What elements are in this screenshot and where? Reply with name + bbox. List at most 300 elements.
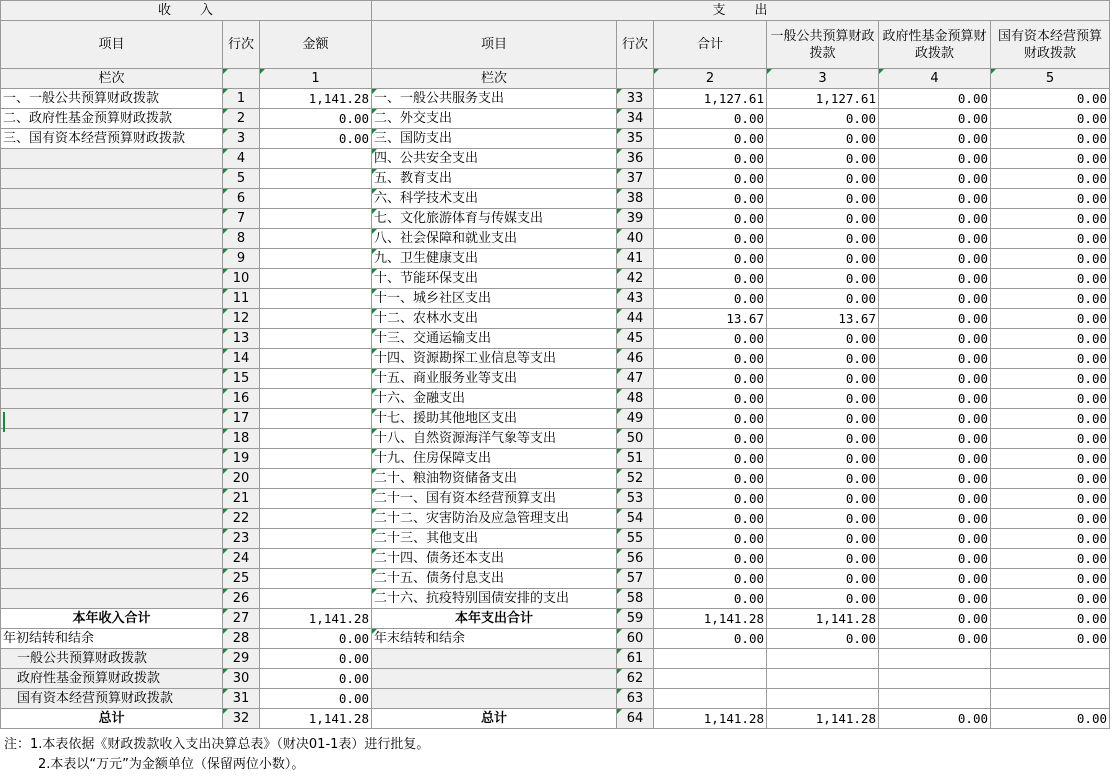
income-amount-cell[interactable] [260, 169, 372, 189]
expense-total-cell[interactable]: 0.00 [654, 349, 767, 369]
income-line-no-cell[interactable]: 24 [223, 549, 260, 569]
expense-gpb-cell[interactable]: 0.00 [767, 269, 879, 289]
header-expenditure[interactable]: 支 出 [372, 1, 1110, 21]
income-line-no-cell[interactable]: 10 [223, 269, 260, 289]
col-num-4[interactable]: 4 [879, 69, 991, 89]
expense-item-cell[interactable]: 二、外交支出 [372, 109, 617, 129]
header-amount[interactable]: 金额 [260, 21, 372, 69]
expense-soe-cell[interactable]: 0.00 [991, 329, 1110, 349]
expense-soe-cell[interactable]: 0.00 [991, 149, 1110, 169]
income-amount-cell[interactable] [260, 449, 372, 469]
expense-total-cell[interactable]: 0.00 [654, 429, 767, 449]
income-item-cell[interactable]: 二、政府性基金预算财政拨款 [1, 109, 223, 129]
income-line-no-cell[interactable]: 16 [223, 389, 260, 409]
expense-gfb-cell[interactable] [879, 669, 991, 689]
expense-total-cell[interactable]: 0.00 [654, 289, 767, 309]
expense-gfb-cell[interactable]: 0.00 [879, 269, 991, 289]
expense-item-cell[interactable]: 二十一、国有资本经营预算支出 [372, 489, 617, 509]
income-line-no-cell[interactable]: 4 [223, 149, 260, 169]
col-label[interactable]: 栏次 [1, 69, 223, 89]
expense-item-cell[interactable]: 年末结转和结余 [372, 629, 617, 649]
expense-total-cell[interactable]: 0.00 [654, 449, 767, 469]
expense-line-no-cell[interactable]: 51 [617, 449, 654, 469]
expense-gfb-cell[interactable]: 0.00 [879, 249, 991, 269]
expense-item-cell[interactable]: 十九、住房保障支出 [372, 449, 617, 469]
expense-line-no-cell[interactable]: 35 [617, 129, 654, 149]
expense-item-cell[interactable]: 六、科学技术支出 [372, 189, 617, 209]
expense-gfb-cell[interactable]: 0.00 [879, 609, 991, 629]
expense-gfb-cell[interactable]: 0.00 [879, 509, 991, 529]
expense-gfb-cell[interactable]: 0.00 [879, 229, 991, 249]
expense-gpb-cell[interactable]: 0.00 [767, 429, 879, 449]
expense-soe-cell[interactable]: 0.00 [991, 109, 1110, 129]
expense-item-cell[interactable]: 七、文化旅游体育与传媒支出 [372, 209, 617, 229]
income-line-no-cell[interactable]: 21 [223, 489, 260, 509]
expense-line-no-cell[interactable]: 46 [617, 349, 654, 369]
income-line-no-cell[interactable]: 1 [223, 89, 260, 109]
income-item-cell[interactable]: 国有资本经营预算财政拨款 [1, 689, 223, 709]
header-line-no-2[interactable]: 行次 [617, 21, 654, 69]
income-item-cell[interactable] [1, 569, 223, 589]
expense-soe-cell[interactable]: 0.00 [991, 489, 1110, 509]
expense-gfb-cell[interactable] [879, 649, 991, 669]
expense-gfb-cell[interactable]: 0.00 [879, 369, 991, 389]
expense-item-cell[interactable]: 二十三、其他支出 [372, 529, 617, 549]
expense-total-cell[interactable]: 0.00 [654, 389, 767, 409]
income-item-cell[interactable] [1, 309, 223, 329]
expense-soe-cell[interactable]: 0.00 [991, 249, 1110, 269]
income-item-cell[interactable] [1, 169, 223, 189]
col-label-blank-2[interactable] [617, 69, 654, 89]
income-line-no-cell[interactable]: 17 [223, 409, 260, 429]
income-line-no-cell[interactable]: 32 [223, 709, 260, 729]
income-line-no-cell[interactable]: 22 [223, 509, 260, 529]
income-item-cell[interactable] [1, 149, 223, 169]
expense-gpb-cell[interactable] [767, 669, 879, 689]
expense-soe-cell[interactable]: 0.00 [991, 369, 1110, 389]
col-num-2[interactable]: 2 [654, 69, 767, 89]
expense-item-cell[interactable]: 十八、自然资源海洋气象等支出 [372, 429, 617, 449]
expense-line-no-cell[interactable]: 47 [617, 369, 654, 389]
expense-gfb-cell[interactable]: 0.00 [879, 709, 991, 729]
expense-gfb-cell[interactable]: 0.00 [879, 149, 991, 169]
header-item[interactable]: 项目 [1, 21, 223, 69]
income-item-cell[interactable] [1, 409, 223, 429]
income-line-no-cell[interactable]: 7 [223, 209, 260, 229]
income-item-cell[interactable] [1, 429, 223, 449]
income-amount-cell[interactable] [260, 569, 372, 589]
income-amount-cell[interactable]: 0.00 [260, 629, 372, 649]
header-item-2[interactable]: 项目 [372, 21, 617, 69]
income-item-cell[interactable]: 一般公共预算财政拨款 [1, 649, 223, 669]
income-item-cell[interactable] [1, 249, 223, 269]
income-item-cell[interactable] [1, 509, 223, 529]
expense-total-cell[interactable] [654, 649, 767, 669]
expense-total-cell[interactable]: 0.00 [654, 229, 767, 249]
income-line-no-cell[interactable]: 31 [223, 689, 260, 709]
expense-gpb-cell[interactable]: 1,127.61 [767, 89, 879, 109]
income-item-cell[interactable]: 三、国有资本经营预算财政拨款 [1, 129, 223, 149]
header-col-soe[interactable]: 国有资本经营预算财政拨款 [991, 21, 1110, 69]
expense-soe-cell[interactable]: 0.00 [991, 169, 1110, 189]
expense-total-cell[interactable]: 0.00 [654, 269, 767, 289]
income-amount-cell[interactable]: 0.00 [260, 689, 372, 709]
expense-line-no-cell[interactable]: 58 [617, 589, 654, 609]
expense-gfb-cell[interactable]: 0.00 [879, 129, 991, 149]
expense-total-cell[interactable]: 1,141.28 [654, 609, 767, 629]
expense-total-cell[interactable]: 0.00 [654, 369, 767, 389]
income-line-no-cell[interactable]: 8 [223, 229, 260, 249]
income-line-no-cell[interactable]: 18 [223, 429, 260, 449]
income-item-cell[interactable] [1, 389, 223, 409]
income-amount-cell[interactable] [260, 269, 372, 289]
expense-total-cell[interactable]: 0.00 [654, 489, 767, 509]
expense-item-cell[interactable]: 十一、城乡社区支出 [372, 289, 617, 309]
expense-gpb-cell[interactable]: 0.00 [767, 369, 879, 389]
income-line-no-cell[interactable]: 11 [223, 289, 260, 309]
income-item-cell[interactable]: 一、一般公共预算财政拨款 [1, 89, 223, 109]
expense-soe-cell[interactable]: 0.00 [991, 269, 1110, 289]
expense-soe-cell[interactable]: 0.00 [991, 129, 1110, 149]
expense-gfb-cell[interactable]: 0.00 [879, 169, 991, 189]
expense-soe-cell[interactable] [991, 669, 1110, 689]
expense-gfb-cell[interactable]: 0.00 [879, 209, 991, 229]
income-item-cell[interactable]: 政府性基金预算财政拨款 [1, 669, 223, 689]
income-amount-cell[interactable] [260, 429, 372, 449]
expense-line-no-cell[interactable]: 64 [617, 709, 654, 729]
expense-gpb-cell[interactable] [767, 689, 879, 709]
expense-line-no-cell[interactable]: 57 [617, 569, 654, 589]
income-line-no-cell[interactable]: 30 [223, 669, 260, 689]
expense-item-cell[interactable]: 二十二、灾害防治及应急管理支出 [372, 509, 617, 529]
income-amount-cell[interactable] [260, 509, 372, 529]
expense-total-cell[interactable]: 0.00 [654, 569, 767, 589]
expense-item-cell[interactable] [372, 689, 617, 709]
expense-gfb-cell[interactable]: 0.00 [879, 429, 991, 449]
expense-total-cell[interactable] [654, 689, 767, 709]
expense-soe-cell[interactable]: 0.00 [991, 389, 1110, 409]
expense-line-no-cell[interactable]: 61 [617, 649, 654, 669]
expense-line-no-cell[interactable]: 45 [617, 329, 654, 349]
expense-line-no-cell[interactable]: 40 [617, 229, 654, 249]
expense-item-cell[interactable]: 三、国防支出 [372, 129, 617, 149]
expense-gfb-cell[interactable]: 0.00 [879, 409, 991, 429]
expense-gfb-cell[interactable]: 0.00 [879, 309, 991, 329]
expense-line-no-cell[interactable]: 60 [617, 629, 654, 649]
expense-soe-cell[interactable]: 0.00 [991, 629, 1110, 649]
expense-gpb-cell[interactable]: 0.00 [767, 569, 879, 589]
expense-total-cell[interactable]: 0.00 [654, 209, 767, 229]
expense-item-cell[interactable]: 九、卫生健康支出 [372, 249, 617, 269]
expense-total-cell[interactable]: 0.00 [654, 249, 767, 269]
expense-item-cell[interactable]: 二十五、债务付息支出 [372, 569, 617, 589]
income-amount-cell[interactable] [260, 309, 372, 329]
expense-soe-cell[interactable]: 0.00 [991, 709, 1110, 729]
expense-total-cell[interactable]: 0.00 [654, 549, 767, 569]
header-line-no[interactable]: 行次 [223, 21, 260, 69]
income-item-cell[interactable] [1, 209, 223, 229]
expense-item-cell[interactable]: 八、社会保障和就业支出 [372, 229, 617, 249]
income-amount-cell[interactable] [260, 229, 372, 249]
income-item-cell[interactable] [1, 589, 223, 609]
expense-gpb-cell[interactable]: 1,141.28 [767, 709, 879, 729]
expense-line-no-cell[interactable]: 36 [617, 149, 654, 169]
header-col-gfb[interactable]: 政府性基金预算财政拨款 [879, 21, 991, 69]
income-amount-cell[interactable] [260, 389, 372, 409]
expense-gpb-cell[interactable]: 0.00 [767, 169, 879, 189]
expense-gpb-cell[interactable]: 0.00 [767, 209, 879, 229]
expense-gpb-cell[interactable]: 0.00 [767, 109, 879, 129]
income-line-no-cell[interactable]: 20 [223, 469, 260, 489]
expense-line-no-cell[interactable]: 56 [617, 549, 654, 569]
expense-soe-cell[interactable]: 0.00 [991, 429, 1110, 449]
expense-gpb-cell[interactable]: 0.00 [767, 289, 879, 309]
expense-line-no-cell[interactable]: 43 [617, 289, 654, 309]
expense-total-cell[interactable]: 0.00 [654, 509, 767, 529]
expense-item-cell[interactable]: 十三、交通运输支出 [372, 329, 617, 349]
expense-item-cell[interactable]: 二十四、债务还本支出 [372, 549, 617, 569]
expense-line-no-cell[interactable]: 55 [617, 529, 654, 549]
expense-gpb-cell[interactable]: 0.00 [767, 509, 879, 529]
expense-gpb-cell[interactable]: 0.00 [767, 629, 879, 649]
income-amount-cell[interactable] [260, 289, 372, 309]
expense-soe-cell[interactable]: 0.00 [991, 609, 1110, 629]
expense-soe-cell[interactable]: 0.00 [991, 229, 1110, 249]
income-line-no-cell[interactable]: 23 [223, 529, 260, 549]
income-amount-cell[interactable] [260, 469, 372, 489]
expense-item-cell[interactable]: 总计 [372, 709, 617, 729]
col-label-2[interactable]: 栏次 [372, 69, 617, 89]
expense-line-no-cell[interactable]: 34 [617, 109, 654, 129]
expense-total-cell[interactable] [654, 669, 767, 689]
income-item-cell[interactable] [1, 289, 223, 309]
income-item-cell[interactable]: 总计 [1, 709, 223, 729]
income-item-cell[interactable] [1, 349, 223, 369]
income-line-no-cell[interactable]: 28 [223, 629, 260, 649]
expense-gpb-cell[interactable]: 0.00 [767, 329, 879, 349]
income-item-cell[interactable] [1, 489, 223, 509]
income-item-cell[interactable] [1, 449, 223, 469]
col-num-1[interactable]: 1 [260, 69, 372, 89]
expense-gpb-cell[interactable]: 0.00 [767, 409, 879, 429]
income-item-cell[interactable] [1, 329, 223, 349]
expense-gpb-cell[interactable]: 0.00 [767, 349, 879, 369]
expense-gfb-cell[interactable]: 0.00 [879, 549, 991, 569]
income-amount-cell[interactable]: 0.00 [260, 649, 372, 669]
income-amount-cell[interactable] [260, 249, 372, 269]
income-item-cell[interactable] [1, 269, 223, 289]
expense-soe-cell[interactable]: 0.00 [991, 89, 1110, 109]
expense-gpb-cell[interactable]: 0.00 [767, 469, 879, 489]
expense-gpb-cell[interactable] [767, 649, 879, 669]
income-line-no-cell[interactable]: 5 [223, 169, 260, 189]
income-amount-cell[interactable] [260, 369, 372, 389]
expense-gfb-cell[interactable]: 0.00 [879, 349, 991, 369]
expense-line-no-cell[interactable]: 37 [617, 169, 654, 189]
income-line-no-cell[interactable]: 25 [223, 569, 260, 589]
expense-soe-cell[interactable] [991, 649, 1110, 669]
income-item-cell[interactable] [1, 189, 223, 209]
expense-gfb-cell[interactable] [879, 689, 991, 709]
income-amount-cell[interactable]: 0.00 [260, 109, 372, 129]
expense-gpb-cell[interactable]: 0.00 [767, 529, 879, 549]
expense-gpb-cell[interactable]: 0.00 [767, 249, 879, 269]
income-line-no-cell[interactable]: 2 [223, 109, 260, 129]
expense-item-cell[interactable]: 五、教育支出 [372, 169, 617, 189]
expense-item-cell[interactable] [372, 649, 617, 669]
expense-line-no-cell[interactable]: 42 [617, 269, 654, 289]
col-label-blank[interactable] [223, 69, 260, 89]
expense-line-no-cell[interactable]: 62 [617, 669, 654, 689]
expense-gpb-cell[interactable]: 0.00 [767, 129, 879, 149]
expense-gfb-cell[interactable]: 0.00 [879, 109, 991, 129]
income-item-cell[interactable] [1, 549, 223, 569]
expense-item-cell[interactable]: 本年支出合计 [372, 609, 617, 629]
expense-item-cell[interactable]: 二十六、抗疫特别国债安排的支出 [372, 589, 617, 609]
expense-total-cell[interactable]: 1,127.61 [654, 89, 767, 109]
expense-gpb-cell[interactable]: 0.00 [767, 229, 879, 249]
income-amount-cell[interactable] [260, 189, 372, 209]
expense-item-cell[interactable]: 十二、农林水支出 [372, 309, 617, 329]
expense-line-no-cell[interactable]: 54 [617, 509, 654, 529]
expense-gfb-cell[interactable]: 0.00 [879, 569, 991, 589]
expense-line-no-cell[interactable]: 59 [617, 609, 654, 629]
expense-total-cell[interactable]: 1,141.28 [654, 709, 767, 729]
income-amount-cell[interactable]: 1,141.28 [260, 609, 372, 629]
expense-soe-cell[interactable]: 0.00 [991, 509, 1110, 529]
expense-item-cell[interactable]: 十、节能环保支出 [372, 269, 617, 289]
expense-gfb-cell[interactable]: 0.00 [879, 529, 991, 549]
expense-soe-cell[interactable]: 0.00 [991, 189, 1110, 209]
expense-gpb-cell[interactable]: 0.00 [767, 549, 879, 569]
expense-line-no-cell[interactable]: 50 [617, 429, 654, 449]
expense-soe-cell[interactable]: 0.00 [991, 409, 1110, 429]
expense-soe-cell[interactable]: 0.00 [991, 349, 1110, 369]
expense-gpb-cell[interactable]: 0.00 [767, 189, 879, 209]
income-amount-cell[interactable] [260, 549, 372, 569]
expense-soe-cell[interactable]: 0.00 [991, 549, 1110, 569]
income-line-no-cell[interactable]: 19 [223, 449, 260, 469]
expense-total-cell[interactable]: 0.00 [654, 129, 767, 149]
expense-soe-cell[interactable]: 0.00 [991, 529, 1110, 549]
expense-total-cell[interactable]: 0.00 [654, 189, 767, 209]
expense-gfb-cell[interactable]: 0.00 [879, 289, 991, 309]
income-amount-cell[interactable]: 0.00 [260, 129, 372, 149]
expense-soe-cell[interactable]: 0.00 [991, 209, 1110, 229]
income-line-no-cell[interactable]: 12 [223, 309, 260, 329]
income-item-cell[interactable]: 年初结转和结余 [1, 629, 223, 649]
expense-total-cell[interactable]: 13.67 [654, 309, 767, 329]
income-amount-cell[interactable] [260, 589, 372, 609]
expense-gpb-cell[interactable]: 0.00 [767, 489, 879, 509]
expense-soe-cell[interactable]: 0.00 [991, 309, 1110, 329]
expense-item-cell[interactable]: 二十、粮油物资储备支出 [372, 469, 617, 489]
expense-gpb-cell[interactable]: 0.00 [767, 589, 879, 609]
expense-item-cell[interactable]: 一、一般公共服务支出 [372, 89, 617, 109]
header-total[interactable]: 合计 [654, 21, 767, 69]
expense-gfb-cell[interactable]: 0.00 [879, 189, 991, 209]
expense-gpb-cell[interactable]: 0.00 [767, 149, 879, 169]
income-item-cell[interactable] [1, 229, 223, 249]
expense-gpb-cell[interactable]: 0.00 [767, 389, 879, 409]
expense-gfb-cell[interactable]: 0.00 [879, 629, 991, 649]
income-amount-cell[interactable]: 0.00 [260, 669, 372, 689]
expense-gpb-cell[interactable]: 13.67 [767, 309, 879, 329]
expense-line-no-cell[interactable]: 52 [617, 469, 654, 489]
income-amount-cell[interactable] [260, 209, 372, 229]
income-line-no-cell[interactable]: 29 [223, 649, 260, 669]
expense-total-cell[interactable]: 0.00 [654, 109, 767, 129]
expense-line-no-cell[interactable]: 41 [617, 249, 654, 269]
expense-item-cell[interactable] [372, 669, 617, 689]
expense-line-no-cell[interactable]: 38 [617, 189, 654, 209]
income-line-no-cell[interactable]: 26 [223, 589, 260, 609]
income-line-no-cell[interactable]: 3 [223, 129, 260, 149]
expense-line-no-cell[interactable]: 33 [617, 89, 654, 109]
expense-total-cell[interactable]: 0.00 [654, 149, 767, 169]
expense-gfb-cell[interactable]: 0.00 [879, 449, 991, 469]
expense-gfb-cell[interactable]: 0.00 [879, 489, 991, 509]
col-num-5[interactable]: 5 [991, 69, 1110, 89]
income-line-no-cell[interactable]: 9 [223, 249, 260, 269]
income-amount-cell[interactable] [260, 529, 372, 549]
expense-soe-cell[interactable]: 0.00 [991, 449, 1110, 469]
expense-line-no-cell[interactable]: 63 [617, 689, 654, 709]
header-income[interactable]: 收 入 [1, 1, 372, 21]
income-amount-cell[interactable]: 1,141.28 [260, 709, 372, 729]
income-item-cell[interactable] [1, 529, 223, 549]
expense-total-cell[interactable]: 0.00 [654, 329, 767, 349]
income-amount-cell[interactable] [260, 349, 372, 369]
expense-item-cell[interactable]: 十四、资源勘探工业信息等支出 [372, 349, 617, 369]
income-amount-cell[interactable] [260, 409, 372, 429]
expense-total-cell[interactable]: 0.00 [654, 629, 767, 649]
expense-line-no-cell[interactable]: 53 [617, 489, 654, 509]
expense-item-cell[interactable]: 四、公共安全支出 [372, 149, 617, 169]
income-amount-cell[interactable] [260, 149, 372, 169]
expense-total-cell[interactable]: 0.00 [654, 469, 767, 489]
expense-gfb-cell[interactable]: 0.00 [879, 329, 991, 349]
income-amount-cell[interactable] [260, 329, 372, 349]
expense-soe-cell[interactable]: 0.00 [991, 569, 1110, 589]
income-line-no-cell[interactable]: 6 [223, 189, 260, 209]
expense-soe-cell[interactable]: 0.00 [991, 469, 1110, 489]
expense-item-cell[interactable]: 十七、援助其他地区支出 [372, 409, 617, 429]
income-item-cell[interactable] [1, 469, 223, 489]
expense-line-no-cell[interactable]: 49 [617, 409, 654, 429]
expense-gpb-cell[interactable]: 1,141.28 [767, 609, 879, 629]
expense-total-cell[interactable]: 0.00 [654, 169, 767, 189]
expense-line-no-cell[interactable]: 39 [617, 209, 654, 229]
expense-gfb-cell[interactable]: 0.00 [879, 589, 991, 609]
income-line-no-cell[interactable]: 14 [223, 349, 260, 369]
expense-total-cell[interactable]: 0.00 [654, 529, 767, 549]
expense-soe-cell[interactable] [991, 689, 1110, 709]
expense-item-cell[interactable]: 十六、金融支出 [372, 389, 617, 409]
expense-gfb-cell[interactable]: 0.00 [879, 89, 991, 109]
income-line-no-cell[interactable]: 13 [223, 329, 260, 349]
header-col-gpb[interactable]: 一般公共预算财政拨款 [767, 21, 879, 69]
col-num-3[interactable]: 3 [767, 69, 879, 89]
expense-total-cell[interactable]: 0.00 [654, 409, 767, 429]
expense-soe-cell[interactable]: 0.00 [991, 589, 1110, 609]
expense-gfb-cell[interactable]: 0.00 [879, 469, 991, 489]
income-amount-cell[interactable]: 1,141.28 [260, 89, 372, 109]
expense-soe-cell[interactable]: 0.00 [991, 289, 1110, 309]
expense-line-no-cell[interactable]: 44 [617, 309, 654, 329]
income-item-cell[interactable] [1, 369, 223, 389]
expense-line-no-cell[interactable]: 48 [617, 389, 654, 409]
